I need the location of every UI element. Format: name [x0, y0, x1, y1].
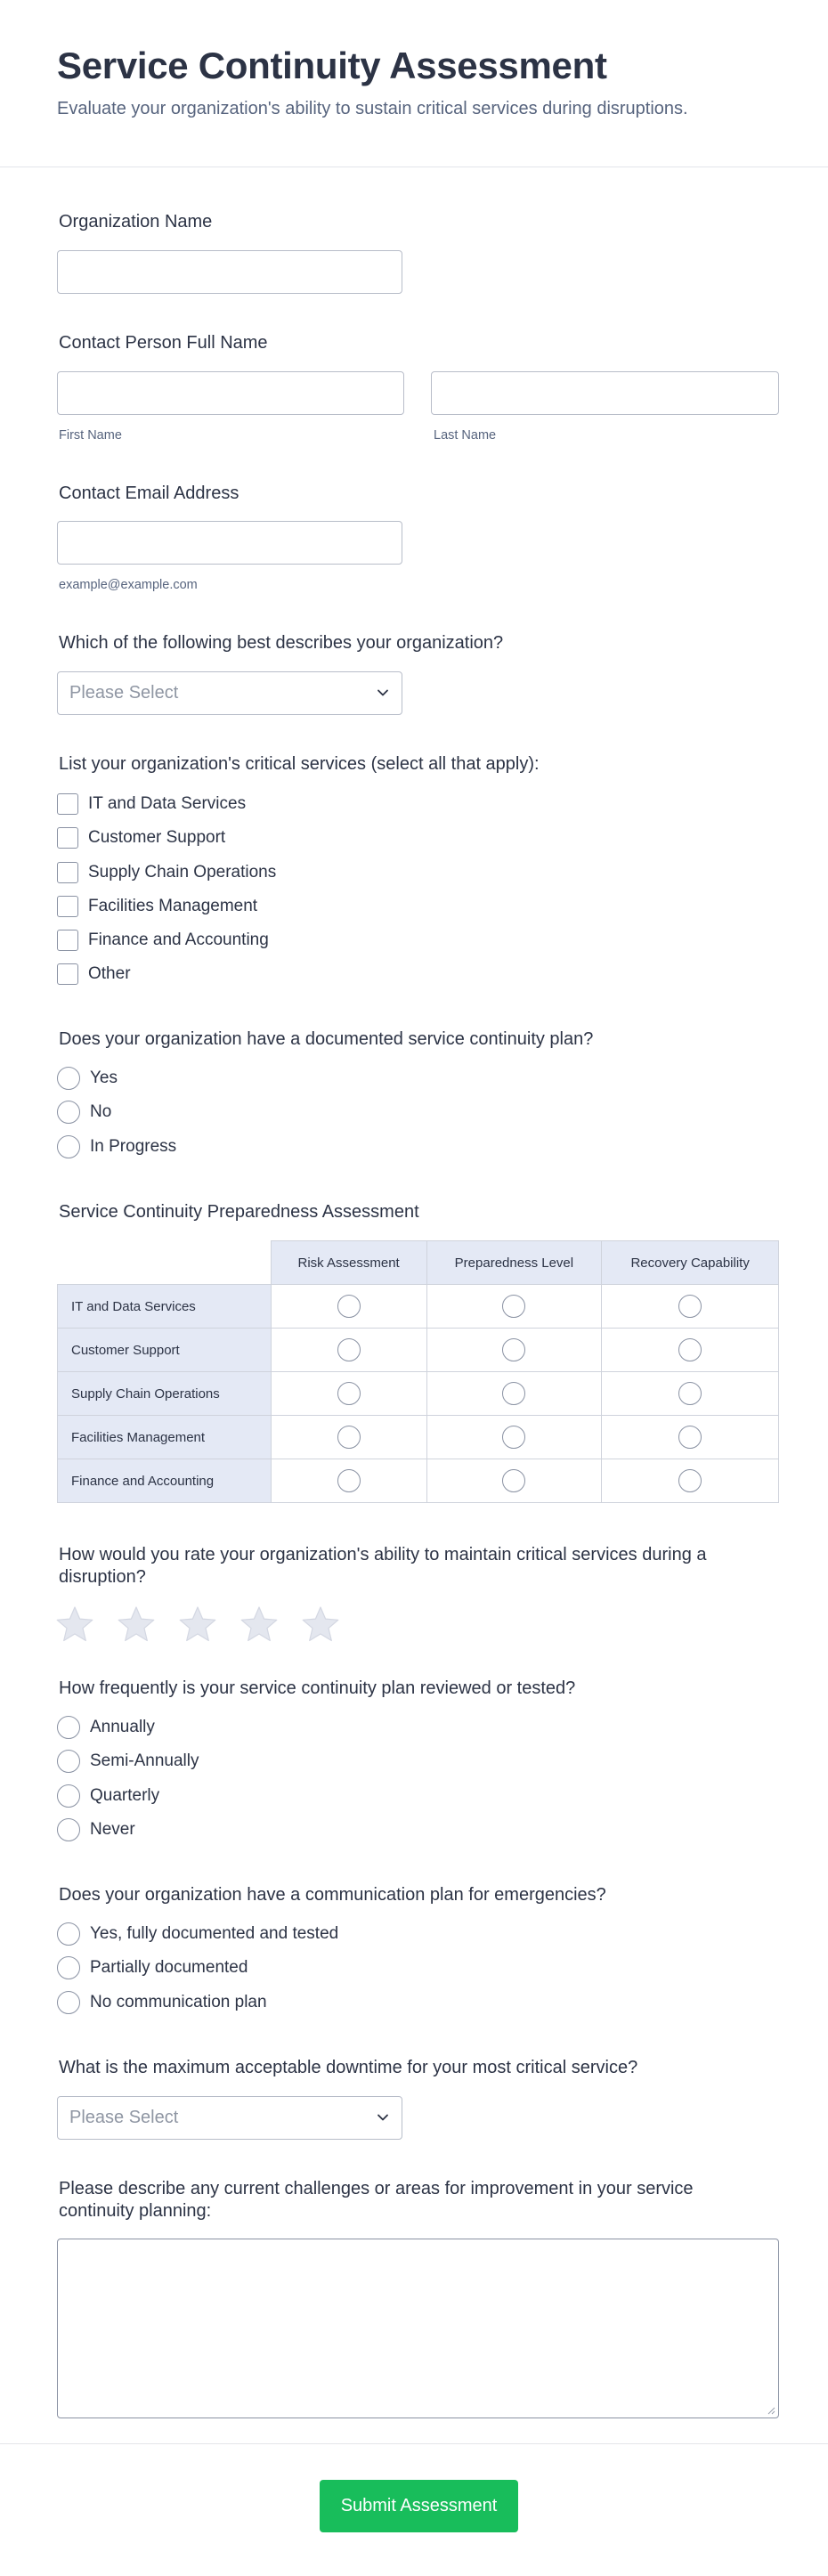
- matrix-radio[interactable]: [337, 1469, 361, 1492]
- option-label: Yes: [90, 1069, 118, 1087]
- matrix-radio[interactable]: [678, 1469, 702, 1492]
- form-header: [0, 0, 828, 167]
- plan-option[interactable]: [57, 1067, 118, 1090]
- services-option[interactable]: [57, 861, 276, 884]
- option-label: Other: [88, 964, 131, 983]
- matrix-radio[interactable]: [502, 1295, 525, 1318]
- challenges-label-line-1: Please describe any current challenges or areas for improvement in your service: [59, 2179, 694, 2198]
- org-type-select[interactable]: [57, 671, 402, 715]
- plan-label: Does your organization have a documented service continuity plan?: [59, 1029, 594, 1049]
- matrix-row: [58, 1459, 779, 1503]
- radio[interactable]: [57, 1135, 80, 1158]
- checkbox[interactable]: [57, 963, 78, 985]
- matrix-radio[interactable]: [337, 1426, 361, 1449]
- challenges-textarea[interactable]: [57, 2239, 779, 2418]
- option-label: Quarterly: [90, 1786, 160, 1805]
- comm-plan-option[interactable]: [57, 1956, 248, 1979]
- option-label: No communication plan: [90, 1993, 267, 2011]
- email-sublabel: example@example.com: [59, 578, 198, 592]
- comm-plan-option[interactable]: [57, 1922, 338, 1946]
- option-label: Supply Chain Operations: [88, 863, 277, 882]
- last-name-sublabel: Last Name: [434, 428, 497, 443]
- option-label: Facilities Management: [88, 897, 258, 915]
- matrix-header-row: [58, 1241, 779, 1285]
- matrix-radio[interactable]: [502, 1382, 525, 1405]
- option-label: In Progress: [90, 1137, 177, 1156]
- comm-plan-label: Does your organization have a communication plan for emergencies?: [59, 1885, 606, 1905]
- chevron-down-icon: [377, 687, 389, 699]
- frequency-option[interactable]: [57, 1750, 199, 1773]
- matrix-row: [58, 1329, 779, 1372]
- org-name-input[interactable]: [57, 250, 402, 294]
- radio[interactable]: [57, 1101, 80, 1124]
- matrix-radio[interactable]: [502, 1338, 525, 1361]
- services-option[interactable]: [57, 792, 246, 816]
- checkbox[interactable]: [57, 793, 78, 815]
- matrix-row: [58, 1372, 779, 1416]
- resize-grip-icon[interactable]: [767, 2406, 775, 2415]
- star-icon[interactable]: [178, 1605, 217, 1644]
- form-title: Service Continuity Assessment: [57, 45, 607, 86]
- matrix-column-header: Preparedness Level: [426, 1241, 602, 1285]
- radio[interactable]: [57, 1750, 80, 1773]
- matrix-row-label: Facilities Management: [58, 1416, 272, 1459]
- rating-label-line-2: disruption?: [59, 1567, 146, 1587]
- matrix-radio[interactable]: [337, 1295, 361, 1318]
- radio[interactable]: [57, 1716, 80, 1739]
- services-option[interactable]: [57, 826, 225, 849]
- submit-button[interactable]: Submit Assessment: [320, 2480, 518, 2532]
- downtime-placeholder: Please Select: [69, 2108, 179, 2127]
- matrix-radio[interactable]: [678, 1338, 702, 1361]
- option-label: Never: [90, 1820, 135, 1839]
- option-label: Finance and Accounting: [88, 930, 269, 949]
- org-type-label: Which of the following best describes your organization?: [59, 633, 504, 653]
- matrix-radio[interactable]: [502, 1426, 525, 1449]
- services-label: List your organization's critical services (select all that apply):: [59, 754, 540, 774]
- last-name-input[interactable]: [431, 371, 779, 415]
- checkbox[interactable]: [57, 930, 78, 951]
- option-label: Annually: [90, 1718, 155, 1736]
- matrix-radio[interactable]: [678, 1295, 702, 1318]
- matrix-row: [58, 1285, 779, 1329]
- option-label: Partially documented: [90, 1958, 248, 1977]
- matrix-radio[interactable]: [337, 1382, 361, 1405]
- matrix-row-label: Finance and Accounting: [58, 1459, 272, 1503]
- radio[interactable]: [57, 1922, 80, 1946]
- option-label: IT and Data Services: [88, 794, 247, 813]
- checkbox[interactable]: [57, 827, 78, 849]
- org-type-placeholder: Please Select: [69, 683, 179, 703]
- star-icon[interactable]: [55, 1605, 94, 1644]
- option-label: No: [90, 1102, 112, 1121]
- option-label: Customer Support: [88, 828, 226, 847]
- matrix-radio[interactable]: [678, 1426, 702, 1449]
- email-label: Contact Email Address: [59, 484, 239, 503]
- matrix-row-label: IT and Data Services: [58, 1285, 272, 1329]
- radio[interactable]: [57, 1067, 80, 1090]
- matrix-label: Service Continuity Preparedness Assessment: [59, 1202, 419, 1222]
- downtime-select[interactable]: [57, 2096, 402, 2140]
- option-label: Semi-Annually: [90, 1751, 199, 1770]
- frequency-label: How frequently is your service continuity plan reviewed or tested?: [59, 1678, 576, 1698]
- form-subtitle: Evaluate your organization's ability to sustain critical services during disruptions.: [57, 99, 688, 118]
- plan-option[interactable]: [57, 1135, 176, 1158]
- matrix-radio[interactable]: [337, 1338, 361, 1361]
- matrix-column-header: Recovery Capability: [602, 1241, 779, 1285]
- services-option[interactable]: [57, 895, 257, 918]
- radio[interactable]: [57, 1818, 80, 1841]
- services-option[interactable]: [57, 929, 269, 952]
- frequency-option[interactable]: [57, 1784, 159, 1808]
- downtime-label: What is the maximum acceptable downtime for your most critical service?: [59, 2058, 638, 2077]
- frequency-option[interactable]: [57, 1818, 135, 1841]
- challenges-label-line-2: continuity planning:: [59, 2201, 212, 2221]
- preparedness-matrix: [57, 1240, 779, 1503]
- checkbox[interactable]: [57, 862, 78, 883]
- org-name-label: Organization Name: [59, 212, 213, 232]
- star-icon[interactable]: [117, 1605, 156, 1644]
- contact-name-label: Contact Person Full Name: [59, 333, 268, 353]
- plan-option[interactable]: [57, 1101, 111, 1124]
- email-input[interactable]: [57, 521, 402, 565]
- matrix-column-header: Risk Assessment: [271, 1241, 426, 1285]
- matrix-row-label: Customer Support: [58, 1329, 272, 1372]
- matrix-row: [58, 1416, 779, 1459]
- matrix-radio[interactable]: [502, 1469, 525, 1492]
- frequency-option[interactable]: [57, 1716, 155, 1739]
- radio[interactable]: [57, 1991, 80, 2014]
- matrix-row-label: Supply Chain Operations: [58, 1372, 272, 1416]
- star-icon[interactable]: [301, 1605, 340, 1644]
- comm-plan-option[interactable]: [57, 1991, 267, 2014]
- option-label: Yes, fully documented and tested: [90, 1924, 339, 1943]
- first-name-sublabel: First Name: [59, 428, 122, 443]
- star-rating: [55, 1605, 362, 1644]
- matrix-radio[interactable]: [678, 1382, 702, 1405]
- radio[interactable]: [57, 1956, 80, 1979]
- rating-label-line-1: How would you rate your organization's ability to maintain critical services during a: [59, 1545, 707, 1564]
- radio[interactable]: [57, 1784, 80, 1808]
- checkbox[interactable]: [57, 896, 78, 917]
- first-name-input[interactable]: [57, 371, 404, 415]
- star-icon[interactable]: [239, 1605, 279, 1644]
- matrix-corner: [58, 1241, 272, 1285]
- chevron-down-icon: [377, 2111, 389, 2124]
- services-option[interactable]: [57, 963, 131, 986]
